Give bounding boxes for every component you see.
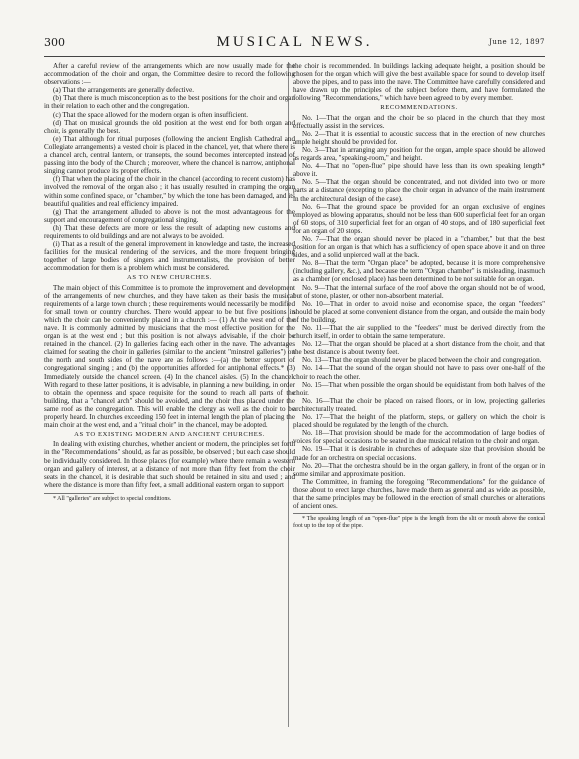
- recommendation-15: No. 15—That when possible the organ should be equidistant from both halves of the choir.: [293, 380, 545, 397]
- observation-g: (g) That the arrangement alluded to above is not the most advantageous for the support and encouragement of congregational singing.: [44, 207, 295, 224]
- intro-paragraph: After a careful review of the arrangements which are now usually made for the accommodation of the choir and organ, the Committee desire to record the following observations :—: [44, 62, 295, 87]
- recommendation-14: No. 14—That the sound of the organ should not have to pass over one-half of the choir to reach the other.: [293, 364, 545, 381]
- observation-e: (e) That although for ritual purposes (following the ancient English Cathedral and Collegiate arrangements) a vested choir is placed in the chancel, yet, that where there is a chancel arch, central lantern, or transepts, the sound becomes intercepted instead of passing into the body of the Church ; moreover, where the chancel is narrow, antiphonal singing cannot produce its proper effects.: [44, 134, 295, 176]
- recommendation-1: No. 1—That the organ and the choir be so placed in the church that they most effectually assist in the services.: [293, 113, 545, 130]
- observation-f: (f) That when the placing of the choir in the chancel (according to recent custom) has involved the removal of the organ also ; it has usually resulted in cramping the organ within some confined space, or "chamber," by which the tone has been damaged, and its beautiful qualities and real efficiency impaired.: [44, 175, 295, 208]
- footnote-galleries: * All "galleries" are subject to special conditions.: [53, 495, 172, 502]
- recommendation-7: No. 7—That the organ should never be placed in a "chamber," but that the best position for an organ is that which has a sufficiency of open space above it and on three sides, and a solid unpierced wall at the back.: [293, 234, 545, 260]
- observation-c: (c) That the space allowed for the modern organ is often insufficient.: [53, 110, 249, 119]
- observation-d: (d) That on musical grounds the old position at the west end for both organ and choir, is generally the best.: [44, 118, 295, 135]
- page-number: 300: [44, 36, 65, 49]
- issue-date: June 12, 1897: [489, 38, 545, 46]
- recommendation-2: No. 2—That it is essential to acoustic success that in the erection of new churches ample height should be provided for.: [293, 129, 545, 146]
- recommendation-9: No. 9—That the internal surface of the roof above the organ should not be of wood, but of stone, plaster, or other non-absorbent material.: [293, 283, 545, 300]
- new-churches-paragraph: The main object of this Committee is to promote the improvement and development of the arrangements of new churches, and they have taken as their basis the musical requirements of a large town church ; these requirements would necessarily be modified for small town or country churches. There would appear to be but five positions in which the choir can be conveniently placed in a church :— (1) At the west end of the nave. It is commonly admitted by musicians that the most effective position for the organ is at the west end ; but this position is not always advisable, if the choir be retained in the chancel. (2) In galleries facing each other in the nave. The advantages claimed for seating the choir in galleries (similar to the ancient "minstrel galleries") on the north and south sides of the nave are as follows :—(a) the better support of congregational singing ; and (b) the opportunities afforded for antiphonal effects.* (3) Immediately outside the chancel screen. (4) In the chancel aisles. (5) In the chancel. With regard to these latter positions, it is advisable, in planning a new building, in order to obtain the openness and space requisite for the sound to reach all parts of the building, that a "chancel arch" should be avoided, and the choir thus placed under the same roof as the congregation. This will enable the clergy as well as the choir to be properly heard. In churches exceeding 150 feet in internal length the plan of placing the main choir at the west end, and a "ritual choir" in the chancel, may be adopted.: [44, 283, 295, 430]
- observation-a: (a) That the arrangements are generally defective.: [53, 86, 195, 95]
- closing-paragraph: The Committee, in framing the foregoing "Recommendations" for the guidance of those about to erect large churches, have made them as general and as wide as possible, that the same principles may be followed in the erection of small churches or alterations of ancient ones.: [293, 477, 545, 511]
- recommendation-10: No. 10—That in order to avoid noise and economise space, the organ "feeders" should be placed at some convenient distance from the organ, and outside the main body of the building.: [293, 299, 545, 324]
- section-heading-recommendations: RECOMMENDATIONS.: [380, 104, 458, 112]
- recommendation-11: No. 11—That the air supplied to the "feeders" must be derived directly from the church itself, in order to obtain the same temperature.: [293, 324, 545, 341]
- recommendation-4: No. 4—That no "open-flue" pipe should have less than its own speaking length* above it.: [293, 162, 545, 179]
- recommendation-12: No. 12—That the organ should be placed at a short distance from the choir, and that the best distance is about twenty feet.: [293, 340, 545, 357]
- recommendation-6: No. 6—That the ground space be provided for an organ exclusive of engines employed as blowing apparatus, should not be less than 600 superficial feet for an organ of 60 stops, of 310 superficial feet for an organ of 40 stops, and of 180 superficial feet for an organ of 20 stops.: [293, 202, 545, 235]
- existing-churches-paragraph: In dealing with existing churches, whether ancient or modern, the principles set forth in the "Recommendations" should, as far as possible, be observed ; but each case should be individually considered. In those places (for example) where there remain a western organ and gallery of interest, at a distance of not more than fifty feet from the choir seats in the chancel, it is desirable that such should be retained in situ and used ; and where the distance is more than fifty feet, a small additional eastern organ to support: [44, 440, 295, 489]
- footnote-rule: [293, 513, 545, 514]
- recommendation-20: No. 20—That the orchestra should be in the organ gallery, in front of the organ or in some similar and approximate position.: [293, 461, 545, 478]
- section-heading-new-churches: AS TO NEW CHURCHES.: [126, 274, 213, 282]
- recommendation-19: No. 19—That it is desirable in churches of adequate size that provision should be made for an orchestra on special occasions.: [293, 445, 545, 462]
- recommendation-18: No. 18—That provision should be made for the accommodation of large bodies of voices for special occasions to be seated in due musical relation to the choir and organ.: [293, 429, 545, 446]
- recommendation-17: No. 17—That the height of the platform, steps, or gallery on which the choir is placed should be regulated by the length of the church.: [293, 413, 545, 430]
- publication-title: MUSICAL NEWS.: [216, 34, 373, 50]
- right-column: [293, 62, 545, 530]
- page-header: [44, 36, 545, 52]
- footnote-speaking-length: * The speaking length of an "open-flue" pipe is the length from the slit or mouth above the conical foot up to the top of the pipe.: [293, 516, 545, 530]
- recommendation-16: No. 16—That the choir be placed on raised floors, or in low, projecting galleries architecturally treated.: [293, 396, 545, 413]
- left-column: [44, 62, 295, 503]
- recommendation-8: No. 8—That the term "Organ place" be adopted, because it is more comprehensive (including gallery, &c.), and because the term "Organ chamber" is misleading, inasmuch as a chamber (or enclosed place) has been determined to be not suitable for an organ.: [293, 259, 545, 284]
- recommendation-3: No. 3—That in arranging any position for the organ, ample space should be allowed as regards area, "speaking-room," and height.: [293, 145, 545, 163]
- recommendation-13: No. 13—That the organ should never be placed between the choir and congregation.: [302, 356, 542, 365]
- section-heading-existing-churches: AS TO EXISTING MODERN AND ANCIENT CHURCHES.: [74, 431, 265, 439]
- observation-i: (i) That as a result of the general improvement in knowledge and taste, the increased facilities for the musical rendering of the services, and the more frequent bringing together of large bodies of singers and instrumentalists, the provision of better accommodation for them is a problem which must be considered.: [44, 240, 295, 273]
- observation-h: (h) That these defects are more or less the result of adapting new customs and requirements to old buildings and are not always to be avoided.: [44, 223, 295, 240]
- recommendation-5: No. 5—That the organ should be concentrated, and not divided into two or more parts at a distance (excepting to place the choir organ in advance of the main instrument in the architectural design of the case).: [293, 178, 545, 203]
- observation-b: (b) That there is much misconception as to the best positions for the choir and organ in their relation to each other and the congregation.: [44, 94, 295, 111]
- header-rule: [44, 56, 545, 57]
- footnote-rule: [44, 493, 114, 494]
- continuation-paragraph: the choir is recommended. In buildings lacking adequate height, a position should be chosen for the organ which will give the best available space for sound to develop itself above the pipes, and to pass into the nave. The Committee have carefully considered and have drawn up the principles of the subject before them, and have formulated the following "Recommendations," which have been agreed to by every member.: [293, 62, 546, 103]
